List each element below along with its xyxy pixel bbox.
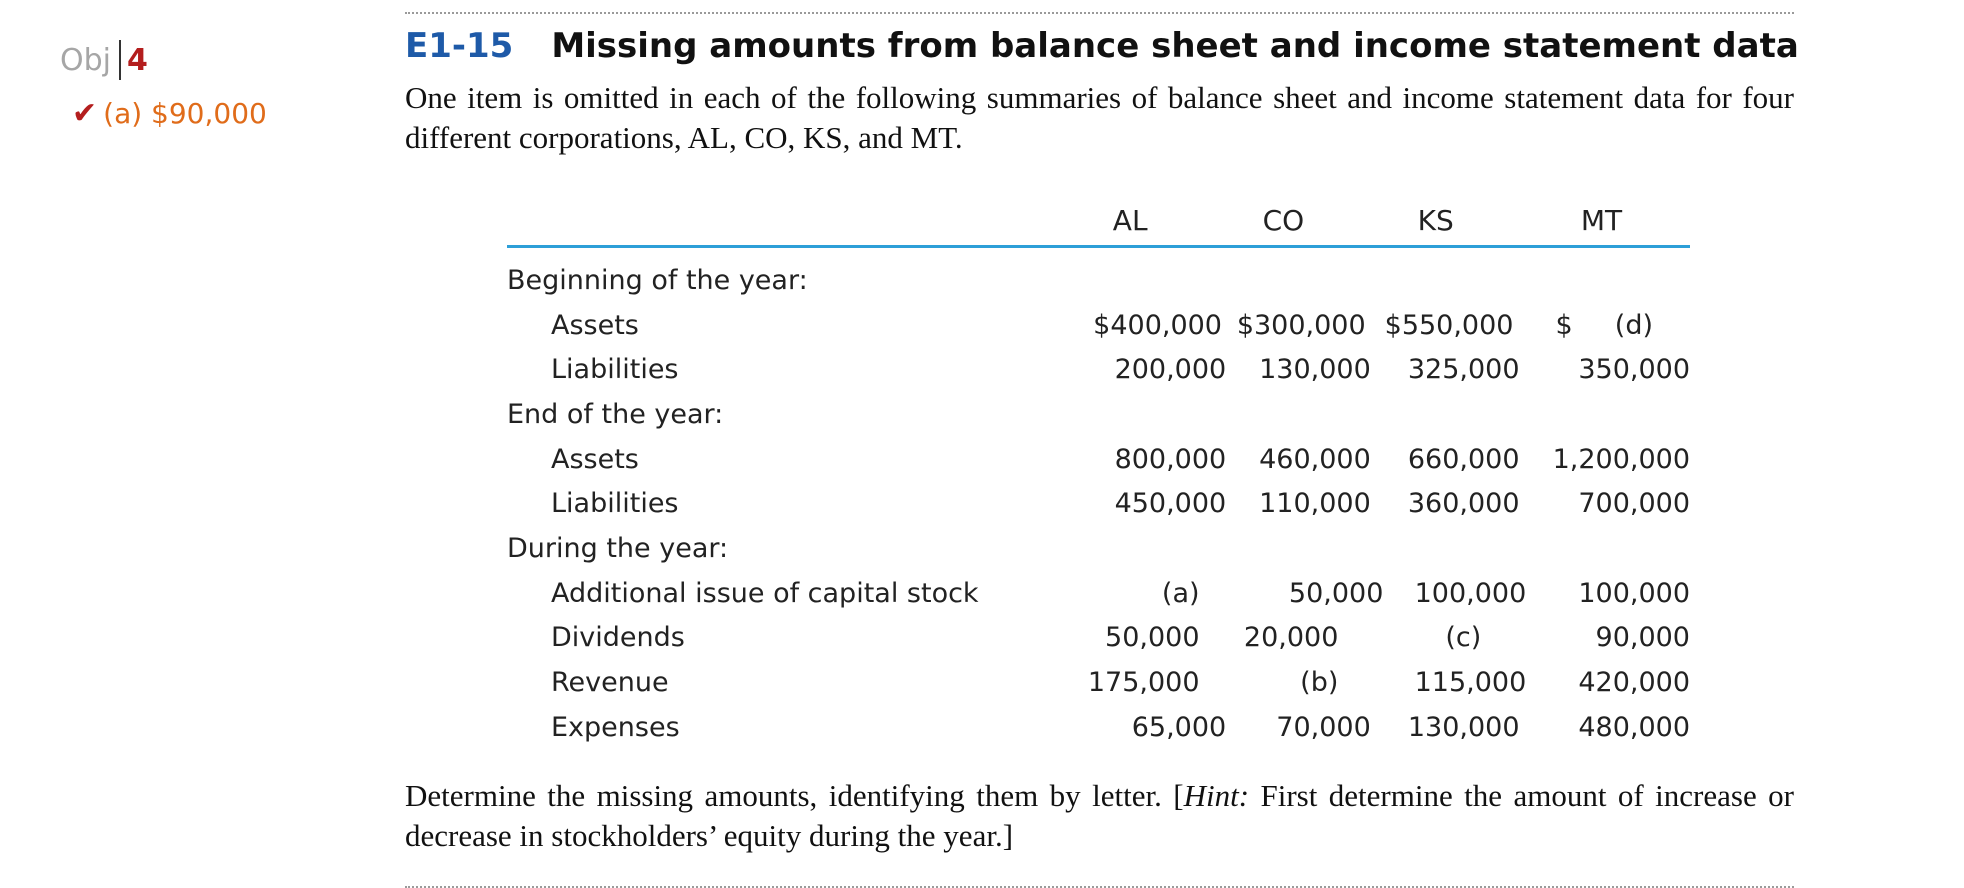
table-row	[507, 481, 1690, 526]
cell-mt	[1513, 310, 1690, 341]
column-header-mt: MT	[1580, 203, 1623, 237]
cell-al: 450,000	[1114, 488, 1227, 520]
table-row	[507, 571, 1690, 616]
cell-co: $300,000	[1236, 309, 1366, 341]
table-row	[507, 303, 1690, 348]
cell-ks: 100,000	[1414, 577, 1527, 609]
row-label: Liabilities	[551, 488, 679, 520]
section-heading	[507, 258, 1690, 303]
cell-ks: 325,000	[1407, 354, 1520, 386]
cell-ks: 660,000	[1407, 443, 1520, 475]
cell-mt: 420,000	[1578, 667, 1690, 699]
column-header-ks: KS	[1417, 203, 1454, 237]
hint-label: Hint:	[1183, 778, 1250, 813]
obj-divider	[119, 40, 121, 80]
cell-co: 70,000	[1276, 711, 1371, 743]
section-heading	[507, 392, 1690, 437]
cell-co: (b)	[1300, 667, 1339, 699]
cell-al: 65,000	[1131, 711, 1227, 743]
cell-mt: 700,000	[1578, 488, 1690, 520]
table-row	[507, 616, 1690, 661]
cell-mt: 1,200,000	[1552, 443, 1690, 475]
obj-number: 4	[127, 42, 148, 78]
cell-mt: 480,000	[1578, 711, 1690, 743]
cell-al: 200,000	[1114, 354, 1227, 386]
row-label: Assets	[551, 309, 639, 341]
check-answer	[72, 96, 267, 131]
exercise-title: Missing amounts from balance sheet and income statement data	[551, 26, 1799, 66]
cell-ks: (c)	[1445, 622, 1482, 654]
row-label: Revenue	[551, 667, 669, 699]
row-label: Expenses	[551, 711, 680, 743]
learning-objective	[60, 38, 267, 82]
cell-co: 130,000	[1259, 354, 1371, 386]
cell-co: 110,000	[1259, 488, 1371, 520]
mt-dollar-sign: $	[1555, 309, 1573, 341]
row-label: Assets	[551, 443, 639, 475]
column-header-co: CO	[1262, 203, 1305, 237]
cell-ks: 130,000	[1407, 711, 1520, 743]
cell-al: 800,000	[1114, 443, 1227, 475]
cell-al: $400,000	[1093, 309, 1222, 341]
section-beginning-label: Beginning of the year:	[507, 264, 808, 296]
table-row	[507, 347, 1690, 392]
cell-ks: $550,000	[1384, 309, 1514, 341]
section-during-label: During the year:	[507, 532, 729, 564]
table-row	[507, 705, 1690, 750]
answer-text: (a) $90,000	[103, 97, 267, 130]
cell-al: 50,000	[1105, 622, 1200, 654]
obj-label: Obj	[60, 42, 111, 78]
cell-co: 50,000	[1288, 577, 1384, 609]
cell-ks: 115,000	[1414, 667, 1527, 699]
instructions-part-2: First determine the amount of increase or decrease in stockholders’ equity during the year.]	[405, 778, 1794, 853]
table-row	[507, 437, 1690, 482]
mt-missing-value: (d)	[1614, 309, 1654, 341]
cell-co: 20,000	[1243, 622, 1339, 654]
section-heading	[507, 526, 1690, 571]
instructions-part-1: Determine the missing amounts, identifying them by letter. [	[405, 778, 1184, 813]
exercise-instructions	[405, 776, 1794, 856]
table-row	[507, 660, 1690, 705]
section-end-label: End of the year:	[507, 398, 724, 430]
row-label: Additional issue of capital stock	[551, 577, 979, 609]
checkmark-icon: ✔	[72, 96, 98, 131]
cell-al: (a)	[1161, 577, 1200, 609]
exercise-heading	[405, 26, 1799, 66]
column-header-al: AL	[1112, 203, 1148, 237]
exercise-number: E1-15	[405, 26, 514, 66]
sidebar	[60, 38, 267, 131]
data-table	[507, 195, 1690, 750]
row-label: Dividends	[551, 622, 685, 654]
row-label: Liabilities	[551, 354, 679, 386]
cell-mt: 90,000	[1595, 622, 1690, 654]
cell-mt: 100,000	[1578, 577, 1690, 609]
cell-mt: 350,000	[1578, 354, 1690, 386]
table-body	[507, 248, 1690, 750]
table-header	[507, 195, 1690, 248]
exercise-intro: One item is omitted in each of the following summaries of balance sheet and income statement data for four different corporations, AL, CO, KS, and MT.	[405, 80, 1794, 155]
top-dotted-rule	[405, 12, 1794, 14]
cell-co: 460,000	[1259, 443, 1371, 475]
cell-ks: 360,000	[1407, 488, 1520, 520]
cell-al: 175,000	[1087, 667, 1200, 699]
